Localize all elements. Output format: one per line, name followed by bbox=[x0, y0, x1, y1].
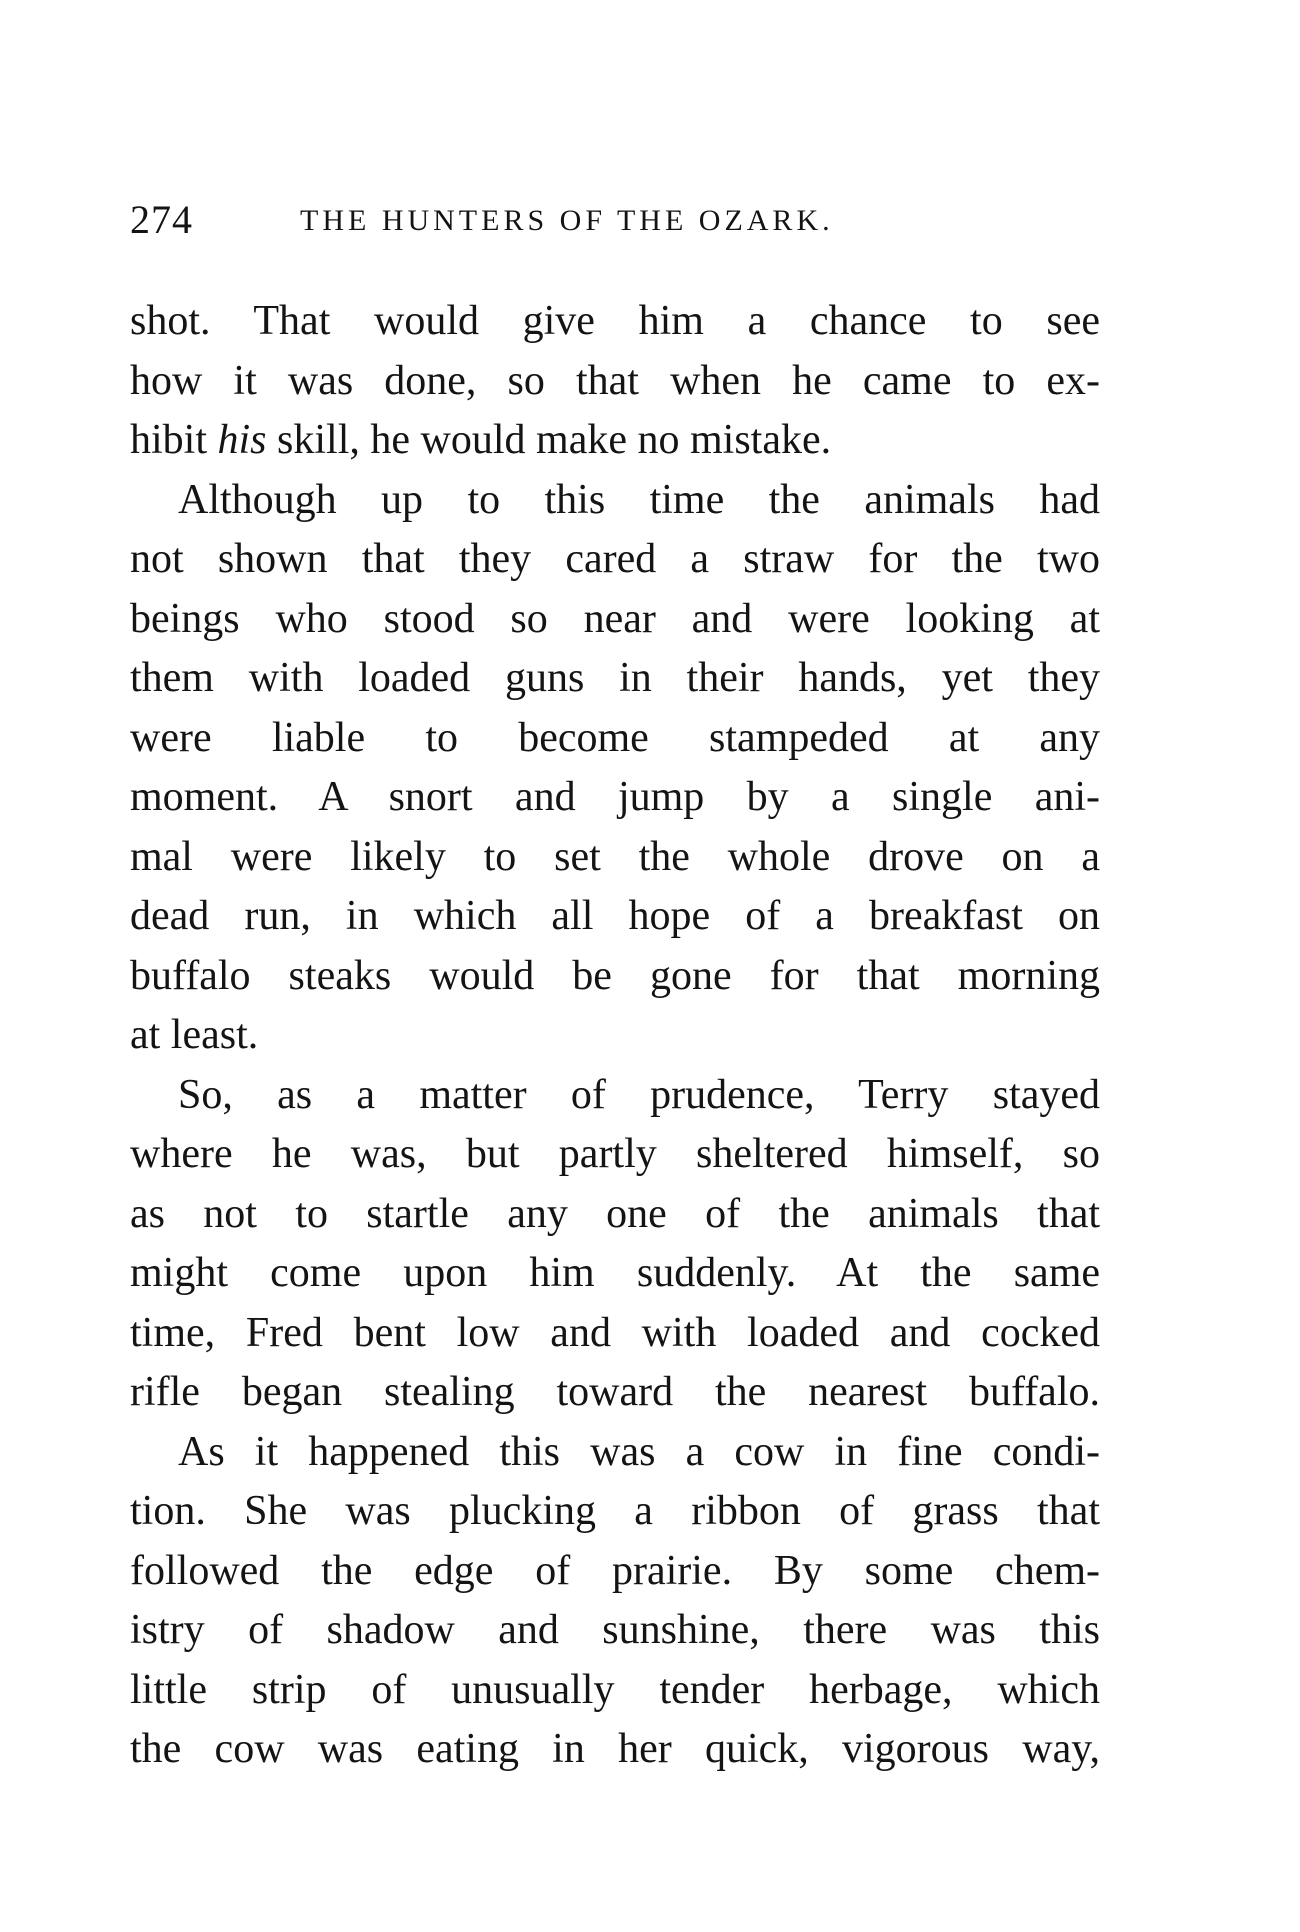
text-line: how it was done, so that when he came to ex- bbox=[130, 357, 1100, 404]
text-line: mal were likely to set the whole drove on a bbox=[130, 833, 1100, 880]
running-head bbox=[130, 196, 1110, 246]
text-line: might come upon him suddenly. At the same bbox=[130, 1250, 1100, 1296]
page-number: 274 bbox=[130, 197, 193, 242]
text-line: moment. A snort and jump by a single ani- bbox=[130, 774, 1100, 820]
text-line: shot. That would give him a chance to see bbox=[130, 298, 1100, 344]
paragraph-first-line: Although up to this time the animals had bbox=[178, 476, 1100, 523]
text-line: time, Fred bent low and with loaded and cocked bbox=[130, 1309, 1100, 1356]
text-line: as not to startle any one of the animals that bbox=[130, 1190, 1100, 1237]
text-line: at least. bbox=[130, 1012, 259, 1058]
text-line: tion. She was plucking a ribbon of grass that bbox=[130, 1488, 1100, 1534]
running-head-title: THE HUNTERS OF THE OZARK. bbox=[300, 204, 834, 237]
text-line: buffalo steaks would be gone for that morning bbox=[130, 952, 1100, 999]
text-line: istry of shadow and sunshine, there was this bbox=[130, 1607, 1100, 1653]
text-line: them with loaded guns in their hands, yet they bbox=[130, 655, 1100, 701]
text-line: dead run, in which all hope of a breakfast on bbox=[130, 893, 1100, 939]
text-line: not shown that they cared a straw for the two bbox=[130, 536, 1100, 582]
text-line: were liable to become stampeded at any bbox=[130, 714, 1100, 761]
text-line: beings who stood so near and were looking at bbox=[130, 595, 1100, 642]
text-line: the cow was eating in her quick, vigorous way, bbox=[130, 1726, 1100, 1772]
text-fragment: hibit bbox=[130, 417, 218, 463]
text-line bbox=[130, 411, 1100, 471]
text-line: followed the edge of prairie. By some chem- bbox=[130, 1547, 1100, 1594]
italic-word: his bbox=[217, 417, 267, 463]
text-line: where he was, but partly sheltered himself, so bbox=[130, 1131, 1100, 1177]
paragraph-first-line: So, as a matter of prudence, Terry stayed bbox=[178, 1071, 1100, 1118]
text-fragment: skill, he would make no mistake. bbox=[266, 417, 832, 463]
text-line: rifle began stealing toward the nearest buffalo. bbox=[130, 1369, 1100, 1415]
body-text bbox=[130, 292, 1100, 1780]
text-line: little strip of unusually tender herbage, which bbox=[130, 1666, 1100, 1713]
paragraph-first-line: As it happened this was a cow in fine condi- bbox=[178, 1428, 1100, 1475]
